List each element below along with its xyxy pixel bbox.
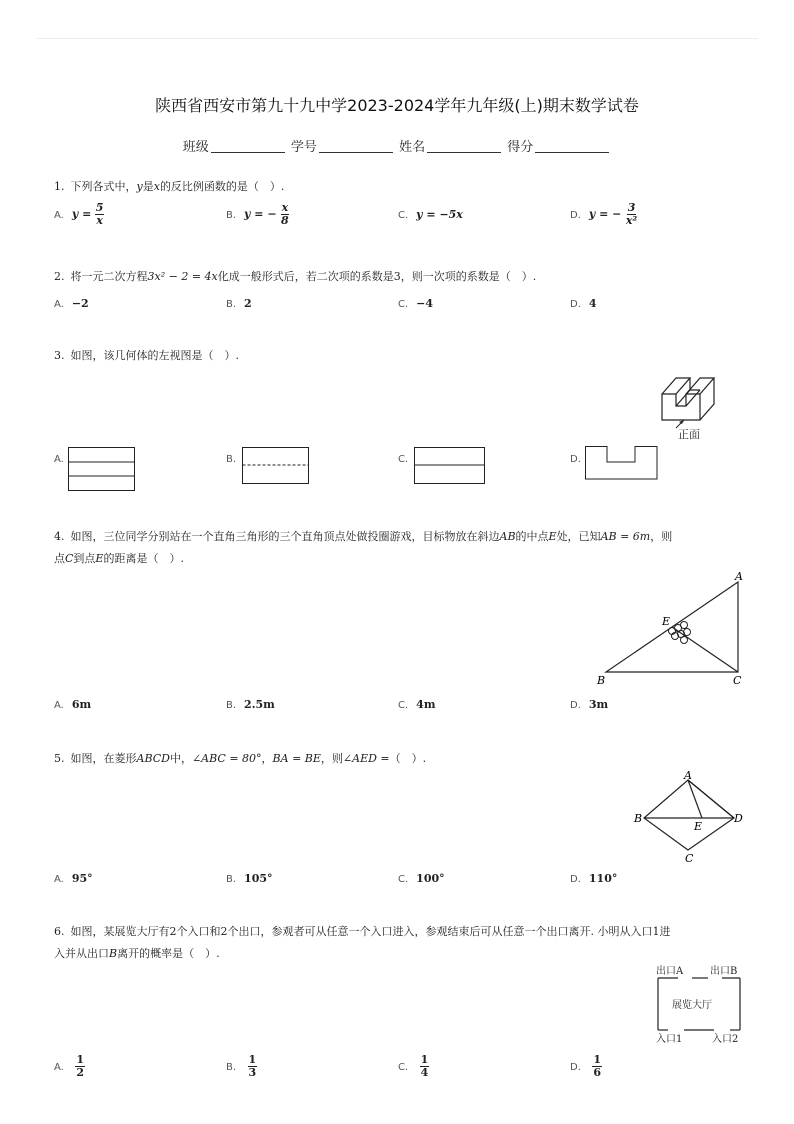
point-e-label: E [662, 615, 671, 628]
question-3-option-a[interactable]: A. [54, 454, 64, 465]
point-b-label: B [597, 674, 606, 687]
point-a-label: A [735, 570, 743, 583]
score-blank[interactable] [535, 152, 609, 153]
question-4-option-d[interactable]: D. 3m [570, 698, 609, 711]
question-4-option-a[interactable]: A. 6m [54, 698, 92, 711]
question-6-option-b[interactable]: B. $\frac{1}{3}$ [226, 1053, 257, 1079]
point-c-label: C [685, 852, 694, 864]
fraction: $\frac{1}{6}$ [593, 1053, 602, 1079]
exit-a-label: 出口A [656, 966, 684, 977]
fraction: $\frac{1}{3}$ [248, 1053, 257, 1079]
option-c-figure [414, 447, 486, 485]
question-2-stem: 2. 将一元二次方程3x² − 2 = 4x化成一般形式后，若二次项的系数是3，则一次项的系数是（ ）. [54, 270, 537, 283]
question-3-option-b[interactable]: B. [226, 454, 237, 465]
option-d-figure [585, 446, 659, 481]
question-2-option-a[interactable]: A. −2 [54, 297, 89, 310]
question-2-option-b[interactable]: B. 2 [226, 297, 252, 310]
question-1-option-b[interactable]: B. y = − $\frac{x}{8}$ [226, 201, 289, 227]
name-label: 姓名 [399, 140, 426, 155]
question-6-option-a[interactable]: A. $\frac{1}{2}$ [54, 1053, 84, 1079]
question-1-stem: 1. 下列各式中，y是x的反比例函数的是（ ）. [54, 180, 285, 193]
fraction: $\frac{3}{\text{x²}}$ [625, 201, 638, 227]
fraction: $\frac{1}{4}$ [420, 1053, 429, 1079]
class-blank[interactable] [211, 152, 285, 153]
point-d-label: D [734, 812, 743, 825]
fraction: $\frac{5}{x}$ [95, 201, 104, 227]
point-a-label: A [684, 770, 692, 782]
hall-figure [652, 962, 746, 1046]
question-5-option-d[interactable]: D. 110° [570, 872, 618, 885]
hall-label: 展览大厅 [672, 1000, 712, 1011]
front-label: 正面 [678, 428, 700, 441]
question-5-stem: 5. 如图，在菱形ABCD中，∠ABC = 80°，BA = BE，则∠AED =（ ）. [54, 752, 427, 765]
question-4-option-b[interactable]: B. 2.5m [226, 698, 275, 711]
entry-2-label: 入口2 [712, 1034, 739, 1045]
option-b-figure [242, 447, 310, 485]
question-number: 1. [54, 180, 65, 193]
top-rule [36, 38, 758, 39]
point-b-label: B [634, 812, 643, 825]
fraction: $\frac{x}{8}$ [281, 201, 289, 227]
question-5-option-c[interactable]: C. 100° [398, 872, 445, 885]
score-label: 得分 [507, 140, 534, 155]
question-1-option-a[interactable]: A. y = $\frac{5}{x}$ [54, 201, 104, 227]
solid-figure [652, 366, 748, 442]
entry-1-label: 入口1 [656, 1034, 683, 1045]
question-6-option-d[interactable]: D. $\frac{1}{6}$ [570, 1053, 602, 1079]
page-title: 陕西省西安市第九十九中学2023-2024学年九年级(上)期末数学试卷 [155, 96, 639, 115]
rhombus-figure [630, 770, 746, 864]
id-label: 学号 [290, 140, 317, 155]
question-2-option-d[interactable]: D. 4 [570, 297, 597, 310]
question-5-option-a[interactable]: A. 95° [54, 872, 93, 885]
point-c-label: C [733, 674, 742, 687]
id-blank[interactable] [319, 152, 393, 153]
question-5-option-b[interactable]: B. 105° [226, 872, 273, 885]
question-3-option-c[interactable]: C. [398, 454, 409, 465]
right-triangle-figure [592, 568, 752, 690]
name-blank[interactable] [427, 152, 501, 153]
question-2-option-c[interactable]: C. −4 [398, 297, 434, 310]
fraction: $\frac{1}{2}$ [76, 1053, 84, 1079]
question-4-stem: 4. 如图，三位同学分别站在一个直角三角形的三个直角顶点处做投圈游戏，目标物放在斜边AB的中点E处，已知AB = 6m，则 点C到点E的距离是（ ）. [54, 530, 673, 565]
option-a-figure [68, 447, 136, 492]
exit-b-label: 出口B [710, 966, 738, 977]
class-label: 班级 [182, 140, 209, 155]
point-e-label: E [694, 820, 703, 833]
question-1-option-c[interactable]: C. y = −5x [398, 208, 463, 221]
student-info-line [0, 136, 794, 155]
question-1-option-d[interactable]: D. y = − $\frac{3}{\text{x²}}$ [570, 201, 638, 227]
question-3-option-d[interactable]: D. [570, 454, 581, 465]
question-4-option-c[interactable]: C. 4m [398, 698, 436, 711]
question-3-stem: 3. 如图，该几何体的左视图是（ ）. [54, 349, 239, 362]
question-6-stem: 6. 如图，某展览大厅有2个入口和2个出口，参观者可从任意一个入口进入，参观结束后可从任意一个出口离开. 小明从入口1进 入并从出口B离开的概率是（ ）. [54, 925, 671, 960]
question-6-option-c[interactable]: C. $\frac{1}{4}$ [398, 1053, 429, 1079]
